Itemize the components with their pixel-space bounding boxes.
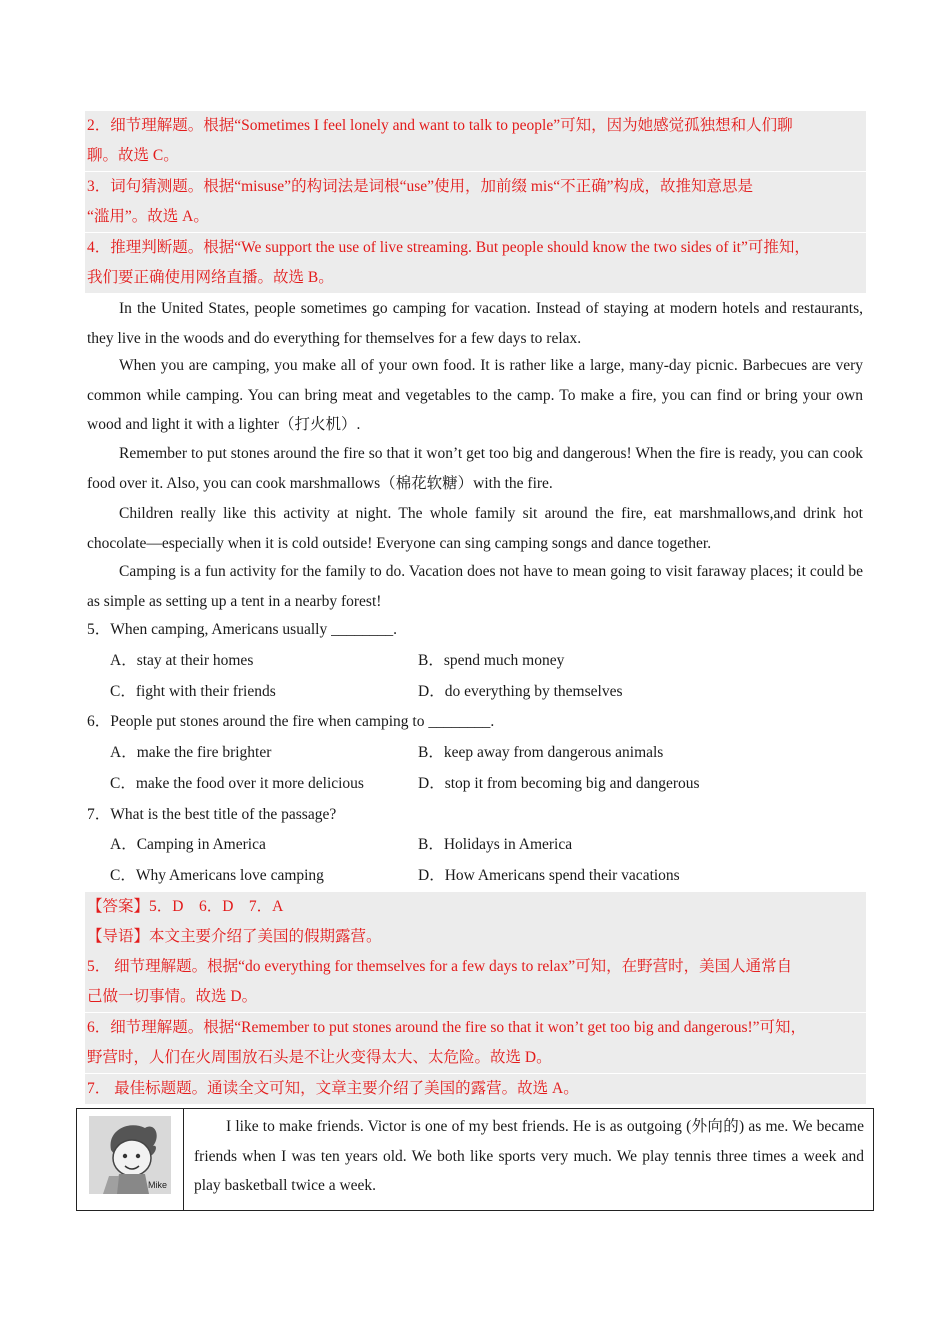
explanation-2-line1: 2．细节理解题。根据“Sometimes I feel lonely and want to talk to people”可知，因为她感觉孤独想和人们聊 bbox=[85, 111, 866, 141]
mike-intro-text: I like to make friends. Victor is one of my best friends. He is as outgoing (外向的) as me. We became friends when I was ten years old. We both like sports very much. We play tennis three times a week and play basketball twice a week. bbox=[194, 1118, 864, 1194]
explanation-7-line1: 7． 最佳标题题。通读全文可知，文章主要介绍了美国的露营。故选 A。 bbox=[85, 1074, 866, 1104]
question-7-option-b: B．Holidays in America bbox=[418, 836, 573, 853]
explanation-4-line1: 4．推理判断题。根据“We support the use of live streaming. But people should know the two sides of it”可推知， bbox=[85, 233, 866, 263]
question-5-option-a: A．stay at their homes bbox=[110, 652, 254, 669]
answer-values: 5．D 6．D 7．A bbox=[149, 898, 284, 915]
answer-key-line bbox=[85, 892, 866, 922]
explanation-6-line2: 野营时，人们在火周围放石头是不让火变得太大、太危险。故选 D。 bbox=[85, 1043, 866, 1073]
question-5-option-c: C．fight with their friends bbox=[110, 683, 276, 700]
mike-intro-box bbox=[76, 1108, 874, 1211]
passage-paragraph-1: In the United States, people sometimes go camping for vacation. Instead of staying at modern hotels and restaurants, they live in the woods and do everything for themselves for a few days to relax. bbox=[87, 300, 863, 347]
question-6-option-d: D．stop it from becoming big and dangerous bbox=[418, 775, 700, 792]
question-5-option-d: D．do everything by themselves bbox=[418, 683, 623, 700]
answer-label: 【答案】 bbox=[87, 898, 150, 915]
explanation-3-line1: 3．词句猜测题。根据“misuse”的构词法是词根“use”使用，加前缀 mis“不正确”构成，故推知意思是 bbox=[85, 172, 866, 202]
explanation-4-line2: 我们要正确使用网络直播。故选 B。 bbox=[85, 263, 866, 293]
explanation-2-line2: 聊。故选 C。 bbox=[85, 141, 866, 171]
mike-image-cell bbox=[77, 1109, 184, 1210]
question-7-stem: 7．What is the best title of the passage? bbox=[87, 806, 337, 823]
guide-text: 本文主要介绍了美国的假期露营。 bbox=[149, 928, 382, 945]
question-6-stem: 6．People put stones around the fire when camping to ________. bbox=[87, 713, 495, 730]
question-7-option-d: D．How Americans spend their vacations bbox=[418, 867, 680, 884]
explanation-6-line1: 6．细节理解题。根据“Remember to put stones around the fire so that it won’t get too big and dangerous!”可知， bbox=[85, 1013, 866, 1043]
question-5-stem: 5．When camping, Americans usually ________. bbox=[87, 621, 397, 638]
question-6-option-c: C．make the food over it more delicious bbox=[110, 775, 364, 792]
question-6-option-b: B．keep away from dangerous animals bbox=[418, 744, 664, 761]
passage-paragraph-4: Children really like this activity at night. The whole family sit around the fire, eat marshmallows,and drink hot chocolate—especially when it is cold outside! Everyone can sing camping songs and dance together. bbox=[87, 505, 863, 552]
mike-avatar bbox=[89, 1116, 171, 1194]
question-7-option-c: C．Why Americans love camping bbox=[110, 867, 324, 884]
guide-line bbox=[85, 922, 866, 952]
guide-label: 【导语】 bbox=[87, 928, 150, 945]
explanation-5-line1: 5． 细节理解题。根据“do everything for themselves for a few days to relax”可知，在野营时，美国人通常自 bbox=[85, 952, 866, 982]
question-6-option-a: A．make the fire brighter bbox=[110, 744, 272, 761]
mike-caption: Mike bbox=[147, 1180, 167, 1190]
passage-paragraph-2: When you are camping, you make all of your own food. It is rather like a large, many-day picnic. Barbecues are very common while camping. You can bring meat and vegetables to the camp. To make a fire, you can find or bring your own wood and light it with a lighter（打火机）. bbox=[87, 357, 863, 433]
explanation-5-line2: 己做一切事情。故选 D。 bbox=[85, 982, 866, 1012]
passage-paragraph-3: Remember to put stones around the fire so that it won’t get too big and dangerous! When the fire is ready, you can cook food over it. Also, you can cook marshmallows（棉花软糖）with the fire. bbox=[87, 445, 863, 492]
passage-paragraph-5: Camping is a fun activity for the family to do. Vacation does not have to mean going to visit faraway places; it could be as simple as setting up a tent in a nearby forest! bbox=[87, 563, 863, 610]
explanation-3-line2: “滥用”。故选 A。 bbox=[85, 202, 866, 232]
question-7-option-a: A．Camping in America bbox=[110, 836, 266, 853]
question-5-option-b: B．spend much money bbox=[418, 652, 565, 669]
